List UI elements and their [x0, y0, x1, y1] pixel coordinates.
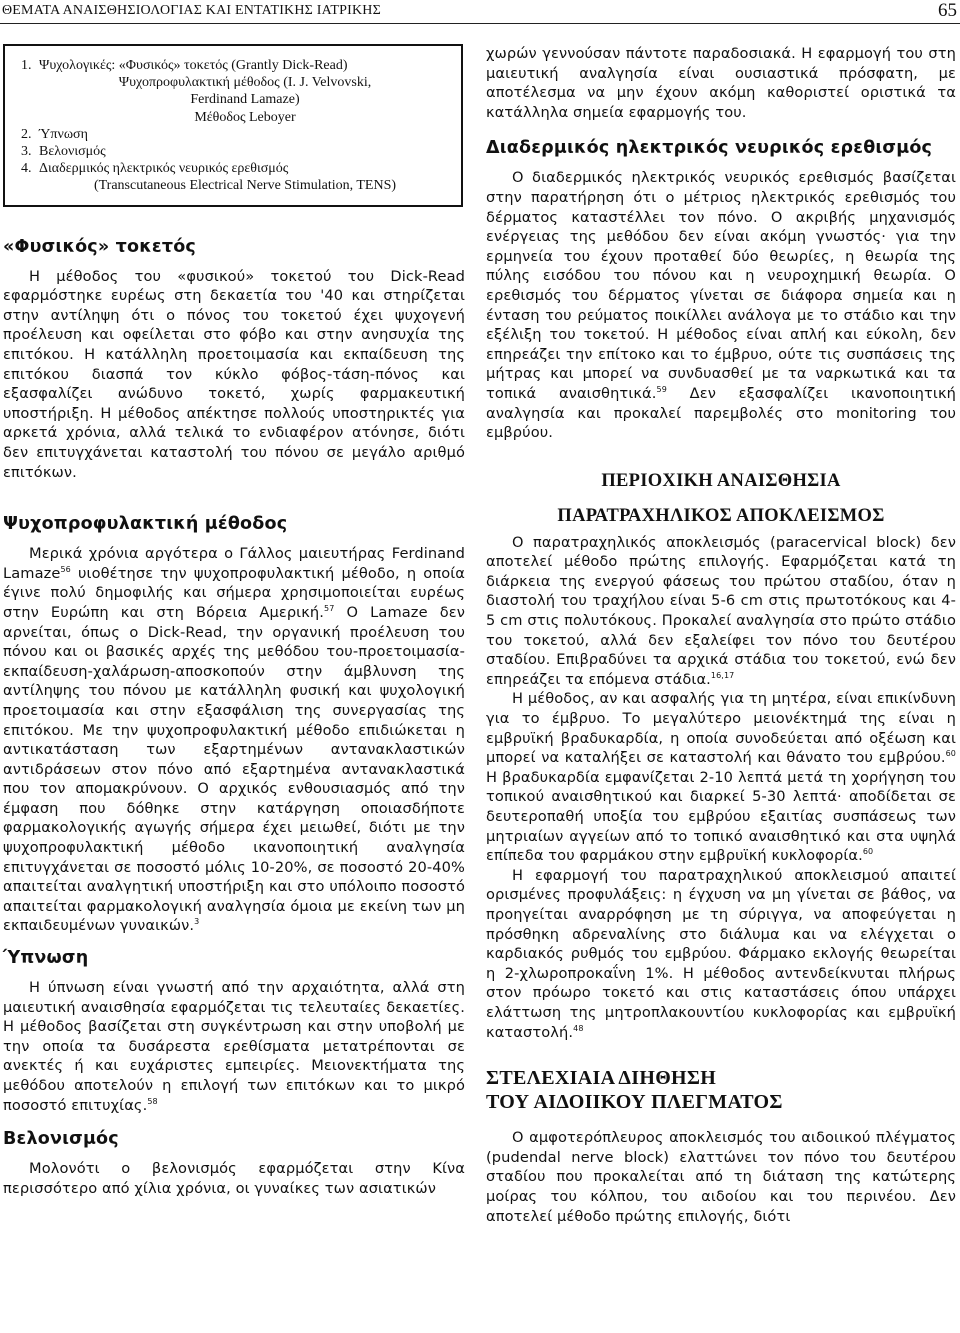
list-number: 3. — [21, 144, 32, 160]
list-number: 2. — [21, 126, 32, 142]
paragraph: Η μέθοδος του «φυσικού» τοκετού του Dick-Read εφαρμόστηκε ευρέως στη δεκαετία του '40 και στηρίζεται στην αντίληψη ότι ο πόνος του τοκετού έχει ψυχογενή προέλευση και οφείλεται στο φόβο και στην ανησυχία της επιτόκου. Η κατάλληλη προετοιμασία και εκπαίδευση της επιτόκου διασπά τον κύκλο φόβος-τάση-πόνος και εξασφαλίζει ανώδυνο τοκετό, χωρίς φαρμακευτική υποστήριξη. Η μέθοδος απέκτησε πολλούς υποστηρικτές για αρκετά χρόνια, αλλά τελικά το ενδιαφέρον ατόνησε, διότι δεν επιτυγχάνεται καταστολή του πόνου σε μεγάλο αριθμό επιτόκων. — [3, 267, 465, 481]
paragraph: Ο αμφοτερόπλευρος αποκλεισμός του αιδοιικού πλέγματος (pudendal nerve block) ελαττώνει τον πόνο του δευτέρου σταδίου που προκαλείται από τη διάταση της κατώτερης μοίρας του κόλπου, του αιδοίου και του περινέου. Δεν αποτελεί μέθοδο πρώτης επιλογής, διότι — [486, 1129, 956, 1225]
list-sub-text: Ferdinand Lamaze) — [190, 92, 300, 108]
section-title-tens: Διαδερμικός ηλεκτρικός νευρικός ερεθισμός — [486, 138, 933, 159]
citation: 3 — [194, 917, 200, 927]
citation: 48 — [573, 1023, 584, 1033]
citation: 60 — [862, 847, 874, 857]
list-main-text: Διαδερμικός ηλεκτρικός νευρικός ερεθισμός — [39, 161, 289, 177]
heading-regional-anesthesia: ΠΕΡΙΟΧΙΚΗ ΑΝΑΙΣΘΗΣΙΑ — [601, 470, 841, 491]
section-title-psychoprophylaxis: Ψυχοπροφυλακτική μέθοδος — [3, 514, 288, 535]
list-main-text: Ύπνωση — [39, 126, 88, 142]
right-column — [486, 44, 956, 1226]
citation: 16,17 — [710, 670, 735, 680]
header-rule — [0, 23, 960, 24]
methods-box — [3, 44, 463, 207]
methods-list-item — [21, 57, 451, 126]
section-title-natural-birth: «Φυσικός» τοκετός — [3, 236, 197, 257]
list-sub-text: Μέθοδος Leboyer — [194, 109, 296, 125]
paragraph: Μολονότι ο βελονισμός εφαρμόζεται στην Κίνα περισσότερο από χίλια χρόνια, οι γυναίκες των ασιατικών — [3, 1160, 465, 1197]
methods-list-item — [21, 160, 451, 194]
list-text — [39, 143, 451, 160]
paragraph: Ο διαδερμικός ηλεκτρικός νευρικός ερεθισμός βασίζεται στην παρατήρηση ότι ο μέτριος ηλεκτρικός ερεθισμός του δέρματος καταστέλλει τον πόνο. Ο ακριβής μηχανισμός ενέργειας της μεθόδου δεν είναι ακόμη γνωστός· για την ερμηνεία του έχουν προταθεί δύο θεωρίες, η θεωρία της πύλης εισόδου του πόνου και η νευροχημική θεωρία. Ο ερεθισμός του δέρματος γίνεται σε διάφορα σημεία και η ένταση του ρεύματος ποικίλλει ανάλογα με το στάδιο και την εξέλιξη του τοκετού. Η μέθοδος είναι απλή και εύκολη, δεν επηρεάζει την επίτοκο και το έμβρυο, ούτε τις συσπάσεις της μήτρας και μπορεί να συνδυασθεί με τα ναρκωτικά και τα τοπικά αναισθητικά.$^{59}$ Δεν εξασφαλίζει ικανοποιητική αναλγησία και προκαλεί παρεμβολές στο monitoring του εμβρύου. — [486, 169, 957, 442]
paragraph: Η ύπνωση είναι γνωστή από την αρχαιότητα, αλλά στη μαιευτική αναισθησία εφαρμόζεται τις τελευταίες δεκαετίες. Η μέθοδος βασίζεται στη συγκέντρωση και στην υποβολή με την οποία τα δυσάρεστα ερεθίσματα μετατρέπονται σε ανεκτές ή και ευχάριστες εμπειρίες. Μειονεκτήματα της μεθόδου αποτελούν η επιλογή των επιτόκων και το μικρό ποσοστό επιτυχίας.$^{58}$ — [3, 979, 465, 1114]
citation: 60 — [945, 749, 956, 759]
list-text — [39, 160, 451, 194]
section-title-acupuncture: Βελονισμός — [3, 1129, 119, 1150]
journal-title: ΘΕΜΑΤΑ ΑΝΑΙΣΘΗΣΙΟΛΟΓΙΑΣ ΚΑΙ ΕΝΤΑΤΙΚΗΣ ΙΑΤΡΙΚΗΣ — [2, 3, 381, 18]
list-main-text: Ψυχολογικές: «Φυσικός» τοκετός (Grantly Dick-Read) — [39, 58, 348, 73]
list-main-text: Βελονισμός — [39, 144, 106, 160]
list-number: 4. — [21, 161, 32, 177]
list-sub-text: (Transcutaneous Electrical Nerve Stimulation, TENS) — [93, 178, 397, 194]
list-text — [39, 57, 451, 126]
section-title-hypnosis: Ύπνωση — [3, 948, 89, 969]
paragraph: Ο παρατραχηλικός αποκλεισμός (paracervical block) δεν αποτελεί μέθοδο πρώτης επιλογής. Εφαρμόζεται κατά τη διάρκεια της ενεργού φάσεως του πρώτου σταδίου, όταν η διαστολή του τραχήλου είναι 5-6 cm στις πρωτοτόκους και 4-5 cm στις πολυτόκους. Προκαλεί αναλγησία στο πρώτο στάδιο του τοκετού, αλλά δεν εξαλείφει τον πόνο του δευτέρου σταδίου. Επιβραδύνει τα αρχικά στάδια του τοκετού, ενώ δεν επηρεάζει τα επόμενα στάδια.$^{16,17}$ — [486, 533, 956, 688]
page-number: 65 — [938, 0, 957, 21]
paragraph: Μερικά χρόνια αργότερα ο Γάλλος μαιευτήρας Ferdinand Lamaze$^{56}$ υιοθέτησε την ψυχοπροφυλακτική μέθοδο, η οποία έγινε πολύ δημοφιλής και σήμερα χρησιμοποιείται ευρέως στην Ευρώπη και στη Βόρεια Αμερική.$^{57}$ Ο Lamaze δεν αρνείται, όπως ο Dick-Read, την οργανική προέλευση του πόνου και οι βασικές αρχές της μεθόδου του-προετοιμασία-εκπαίδευση-χαλάρωση-αποσκοπούν στην άμβλυνση της αντίληψης του πόνου με κατάλληλη φυσική και ψυχολογική προετοιμασία και στην εξασφάλιση της συνεργασίας της επιτόκου. Με την ψυχοπροφυλακτική μέθοδο επιδιώκεται η αντικατάσταση των εξαρτημένων αντανακλαστικών αντιδράσεων στον πόνο από εξαρτημένα αντανακλαστικά που τον απομακρύνουν. Ο αρχικός ενθουσιασμός από την έμφαση που δόθηκε στην κατάργηση οποιασδήποτε φαρμακολογικής αγωγής σήμερα έχει μειωθεί, διότι με την ψυχοπροφυλακτική μέθοδο ικανοποιητική αναλγησία επιτυγχάνεται σε ποσοστό μόλις 10-20%, σε ποσοστό 20-40% απαιτείται αναλγητική υποστήριξη και στο υπόλοιπο ποσοστό απαιτείται φαρμακολογική αναλγησία όμοια με εκείνη των μη εκπαιδευμένων γυναικών.$^3$ — [3, 545, 465, 935]
paragraph: Η μέθοδος, αν και ασφαλής για τη μητέρα, είναι επικίνδυνη για το έμβρυο. Το μεγαλύτερο μειονέκτημά της είναι η εμβρυϊκή βραδυκαρδία, η οποία συνοδεύεται από οξέωση και μπορεί να καταλήξει σε καταστολή και θάνατο του εμβρύου.$^{60}$ Η βραδυκαρδία εμφανίζεται 2-10 λεπτά μετά τη χορήγηση του τοπικού αναισθητικού και διαρκεί 5-30 λεπτά· αποδίδεται σε δευτεροπαθή υποξία του εμβρύου εξαιτίας συσπάσεως των μητριαίων αγγείων από το τοπικό αναισθητικό και στα υψηλά επίπεδα του φαρμάκου στην εμβρυϊκή κυκλοφορία.$^{60}$ — [486, 690, 956, 865]
methods-list-item — [21, 126, 451, 143]
heading-paracervical-block: ΠΑΡΑΤΡΑΧΗΛΙΚΟΣ ΑΠΟΚΛΕΙΣΜΟΣ — [557, 505, 885, 526]
methods-list-item — [21, 143, 451, 160]
citation: 59 — [656, 385, 667, 395]
methods-list — [21, 57, 451, 195]
list-number: 1. — [21, 58, 32, 73]
heading-pudendal-block-line1: ΣΤΕΛΕΧΙΑΙΑ ΔΙΗΘΗΣΗ — [486, 1067, 717, 1090]
paragraph: Η εφαρμογή του παρατραχηλικού αποκλεισμού απαιτεί ορισμένες προφυλάξεις: η έγχυση να μη γίνεται σε βάθος, να προηγείται αναρρόφηση με τη σύριγγα, να αποφεύγεται η πρόσθηκη αδρεναλίνης στο διάλυμα και να ελέγχεται ο καρδιακός ρυθμός του εμβρύου. Φάρμακο εκλογής θεωρείται η 2-χλωροπροκαΐνη 1%. Η μέθοδος αντενδείκνυται πλήρως στον πρόωρο τοκετό και στις καταστάσεις όπου υπάρχει ελάττωση της μητροπλακουντίου κυκλοφορίας και εμβρυϊκή καταστολή.$^{48}$ — [486, 866, 956, 1041]
citation: 57 — [324, 604, 335, 614]
citation: 56 — [60, 564, 71, 574]
running-header — [0, 0, 960, 24]
left-column — [3, 44, 465, 1198]
heading-pudendal-block-line2: ΤΟΥ ΑΙΔΟΙΙΚΟΥ ΠΛΕΓΜΑΤΟΣ — [486, 1091, 783, 1114]
citation: 58 — [147, 1096, 158, 1106]
list-text — [39, 126, 451, 143]
list-sub-text: Ψυχοπροφυλακτική μέθοδος (I. J. Velvovski, — [118, 75, 372, 91]
paragraph: χωρών γεννούσαν πάντοτε παραδοσιακά. Η εφαρμογή του στη μαιευτική αναλγησία είναι ουσιαστικά πρόσφατη, με αποτέλεσμα να μην έχουν ακόμη καθοριστεί οριστικά τα κατάλληλα σημεία εφαρμογής του. — [486, 45, 956, 121]
